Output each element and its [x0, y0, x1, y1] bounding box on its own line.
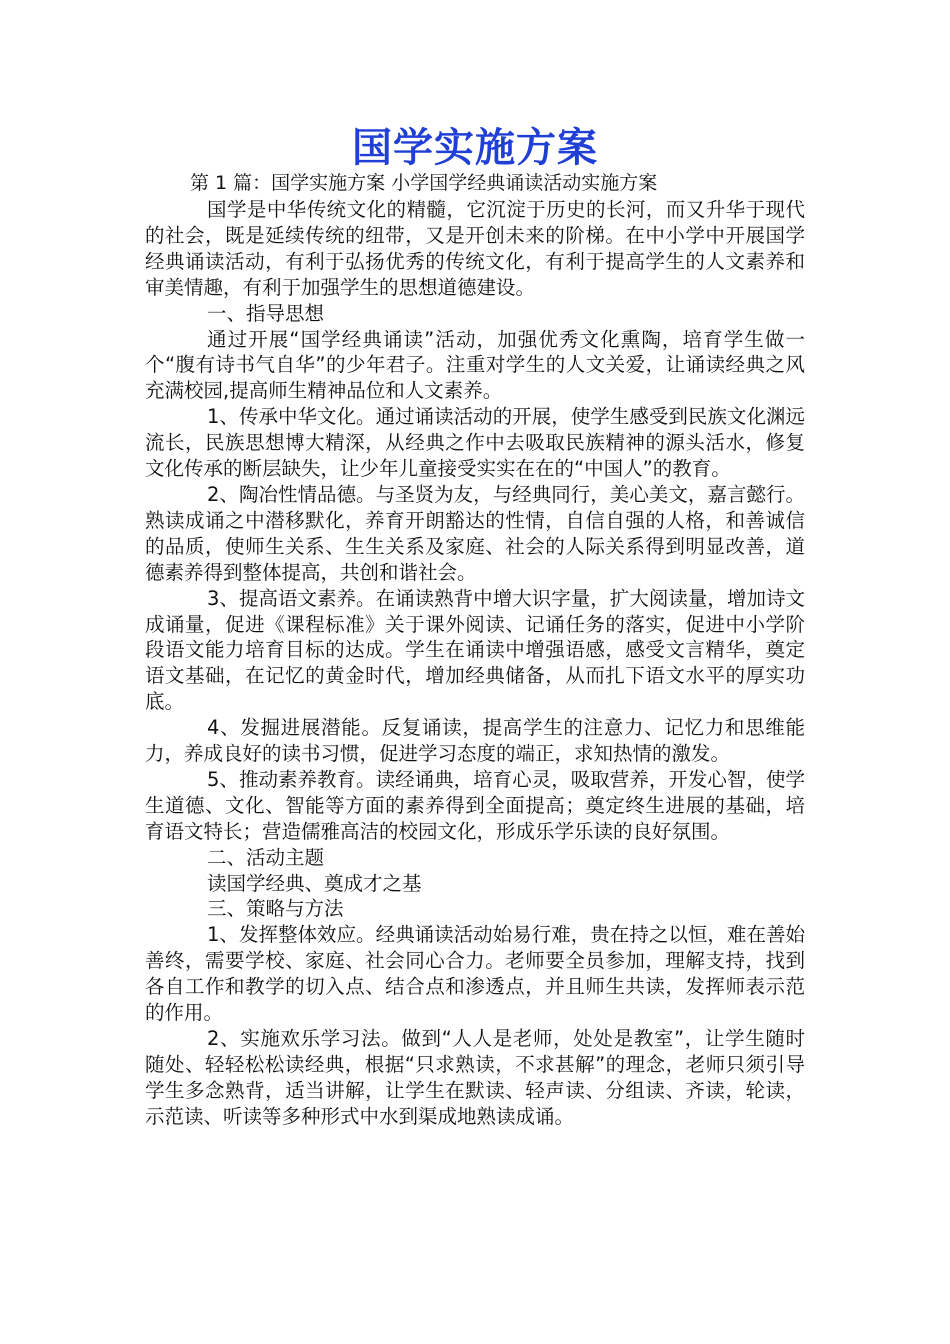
theme-paragraph: 读国学经典、奠成才之基 [207, 871, 422, 895]
point-3-paragraph: 3、提高语文素养。在诵读熟背中增大识字量，扩大阅读量，增加诗文成诵量，促进《课程标准》关于课外阅读、记诵任务的落实，促进中小学阶段语文能力培育目标的达成。学生在诵读中增强语感，感受文言精华，奠定语文基础，在记忆的黄金时代，增加经典储备，从而扎下语文水平的厚实功底。 [145, 586, 805, 714]
strategy-2-paragraph: 2、实施欢乐学习法。做到“人人是老师，处处是教室”，让学生随时随处、轻轻松松读经典，根据“只求熟读，不求甚解”的理念，老师只须引导学生多念熟背，适当讲解，让学生在默读、轻声读、分组读、齐读，轮读，示范读、听读等多种形式中水到渠成地熟读成诵。 [145, 1027, 805, 1128]
intro-paragraph: 国学是中华传统文化的精髓，它沉淀于历史的长河，而又升华于现代的社会，既是延续传统的纽带，又是开创未来的阶梯。在中小学中开展国学经典诵读活动，有利于弘扬优秀的传统文化，有利于提高学生的人文素养和审美情趣，有利于加强学生的思想道德建设。 [145, 198, 805, 299]
point-5-paragraph: 5、推动素养教育。读经诵典，培育心灵，吸取营养，开发心智，使学生道德、文化、智能等方面的素养得到全面提高；奠定终生进展的基础，培育语文特长；营造儒雅高洁的校园文化，形成乐学乐读的良好氛围。 [145, 767, 805, 843]
point-4-paragraph: 4、发掘进展潜能。反复诵读，提高学生的注意力、记忆力和思维能力，养成良好的读书习惯，促进学习态度的端正，求知热情的激发。 [145, 716, 805, 766]
point-2-paragraph: 2、陶冶性情品德。与圣贤为友，与经典同行，美心美文，嘉言懿行。熟读成诵之中潜移默化，养育开朗豁达的性情，自信自强的人格，和善诚信的品质，使师生关系、生生关系及家庭、社会的人际关系得到明显改善，道德素养得到整体提高，共创和谐社会。 [145, 482, 805, 584]
section-heading-guiding-ideology: 一、指导思想 [207, 301, 325, 325]
page-title: 国学实施方案 [352, 124, 598, 171]
section-heading-theme: 二、活动主题 [207, 845, 325, 869]
guiding-ideology-paragraph: 通过开展“国学经典诵读”活动，加强优秀文化熏陶，培育学生做一个“腹有诗书气自华”的少年君子。注重对学生的人文关爱，让诵读经典之风充满校园,提高师生精神品位和人文素养。 [145, 327, 805, 403]
strategy-1-paragraph: 1、发挥整体效应。经典诵读活动始易行难，贵在持之以恒，难在善始善终，需要学校、家庭、社会同心合力。老师要全员参加，理解支持，找到各自工作和教学的切入点、结合点和渗透点，并且师生共读，发挥师表示范的作用。 [145, 923, 805, 1025]
document-subtitle: 第 1 篇：国学实施方案 小学国学经典诵读活动实施方案 [190, 172, 658, 194]
section-heading-strategy: 三、策略与方法 [207, 897, 344, 921]
point-1-paragraph: 1、传承中华文化。通过诵读活动的开展，使学生感受到民族文化渊远流长，民族思想博大精深，从经典之作中去吸取民族精神的源头活水，修复文化传承的断层缺失，让少年儿童接受实实在在的“中国人”的教育。 [145, 405, 805, 481]
document-body [145, 197, 805, 1130]
